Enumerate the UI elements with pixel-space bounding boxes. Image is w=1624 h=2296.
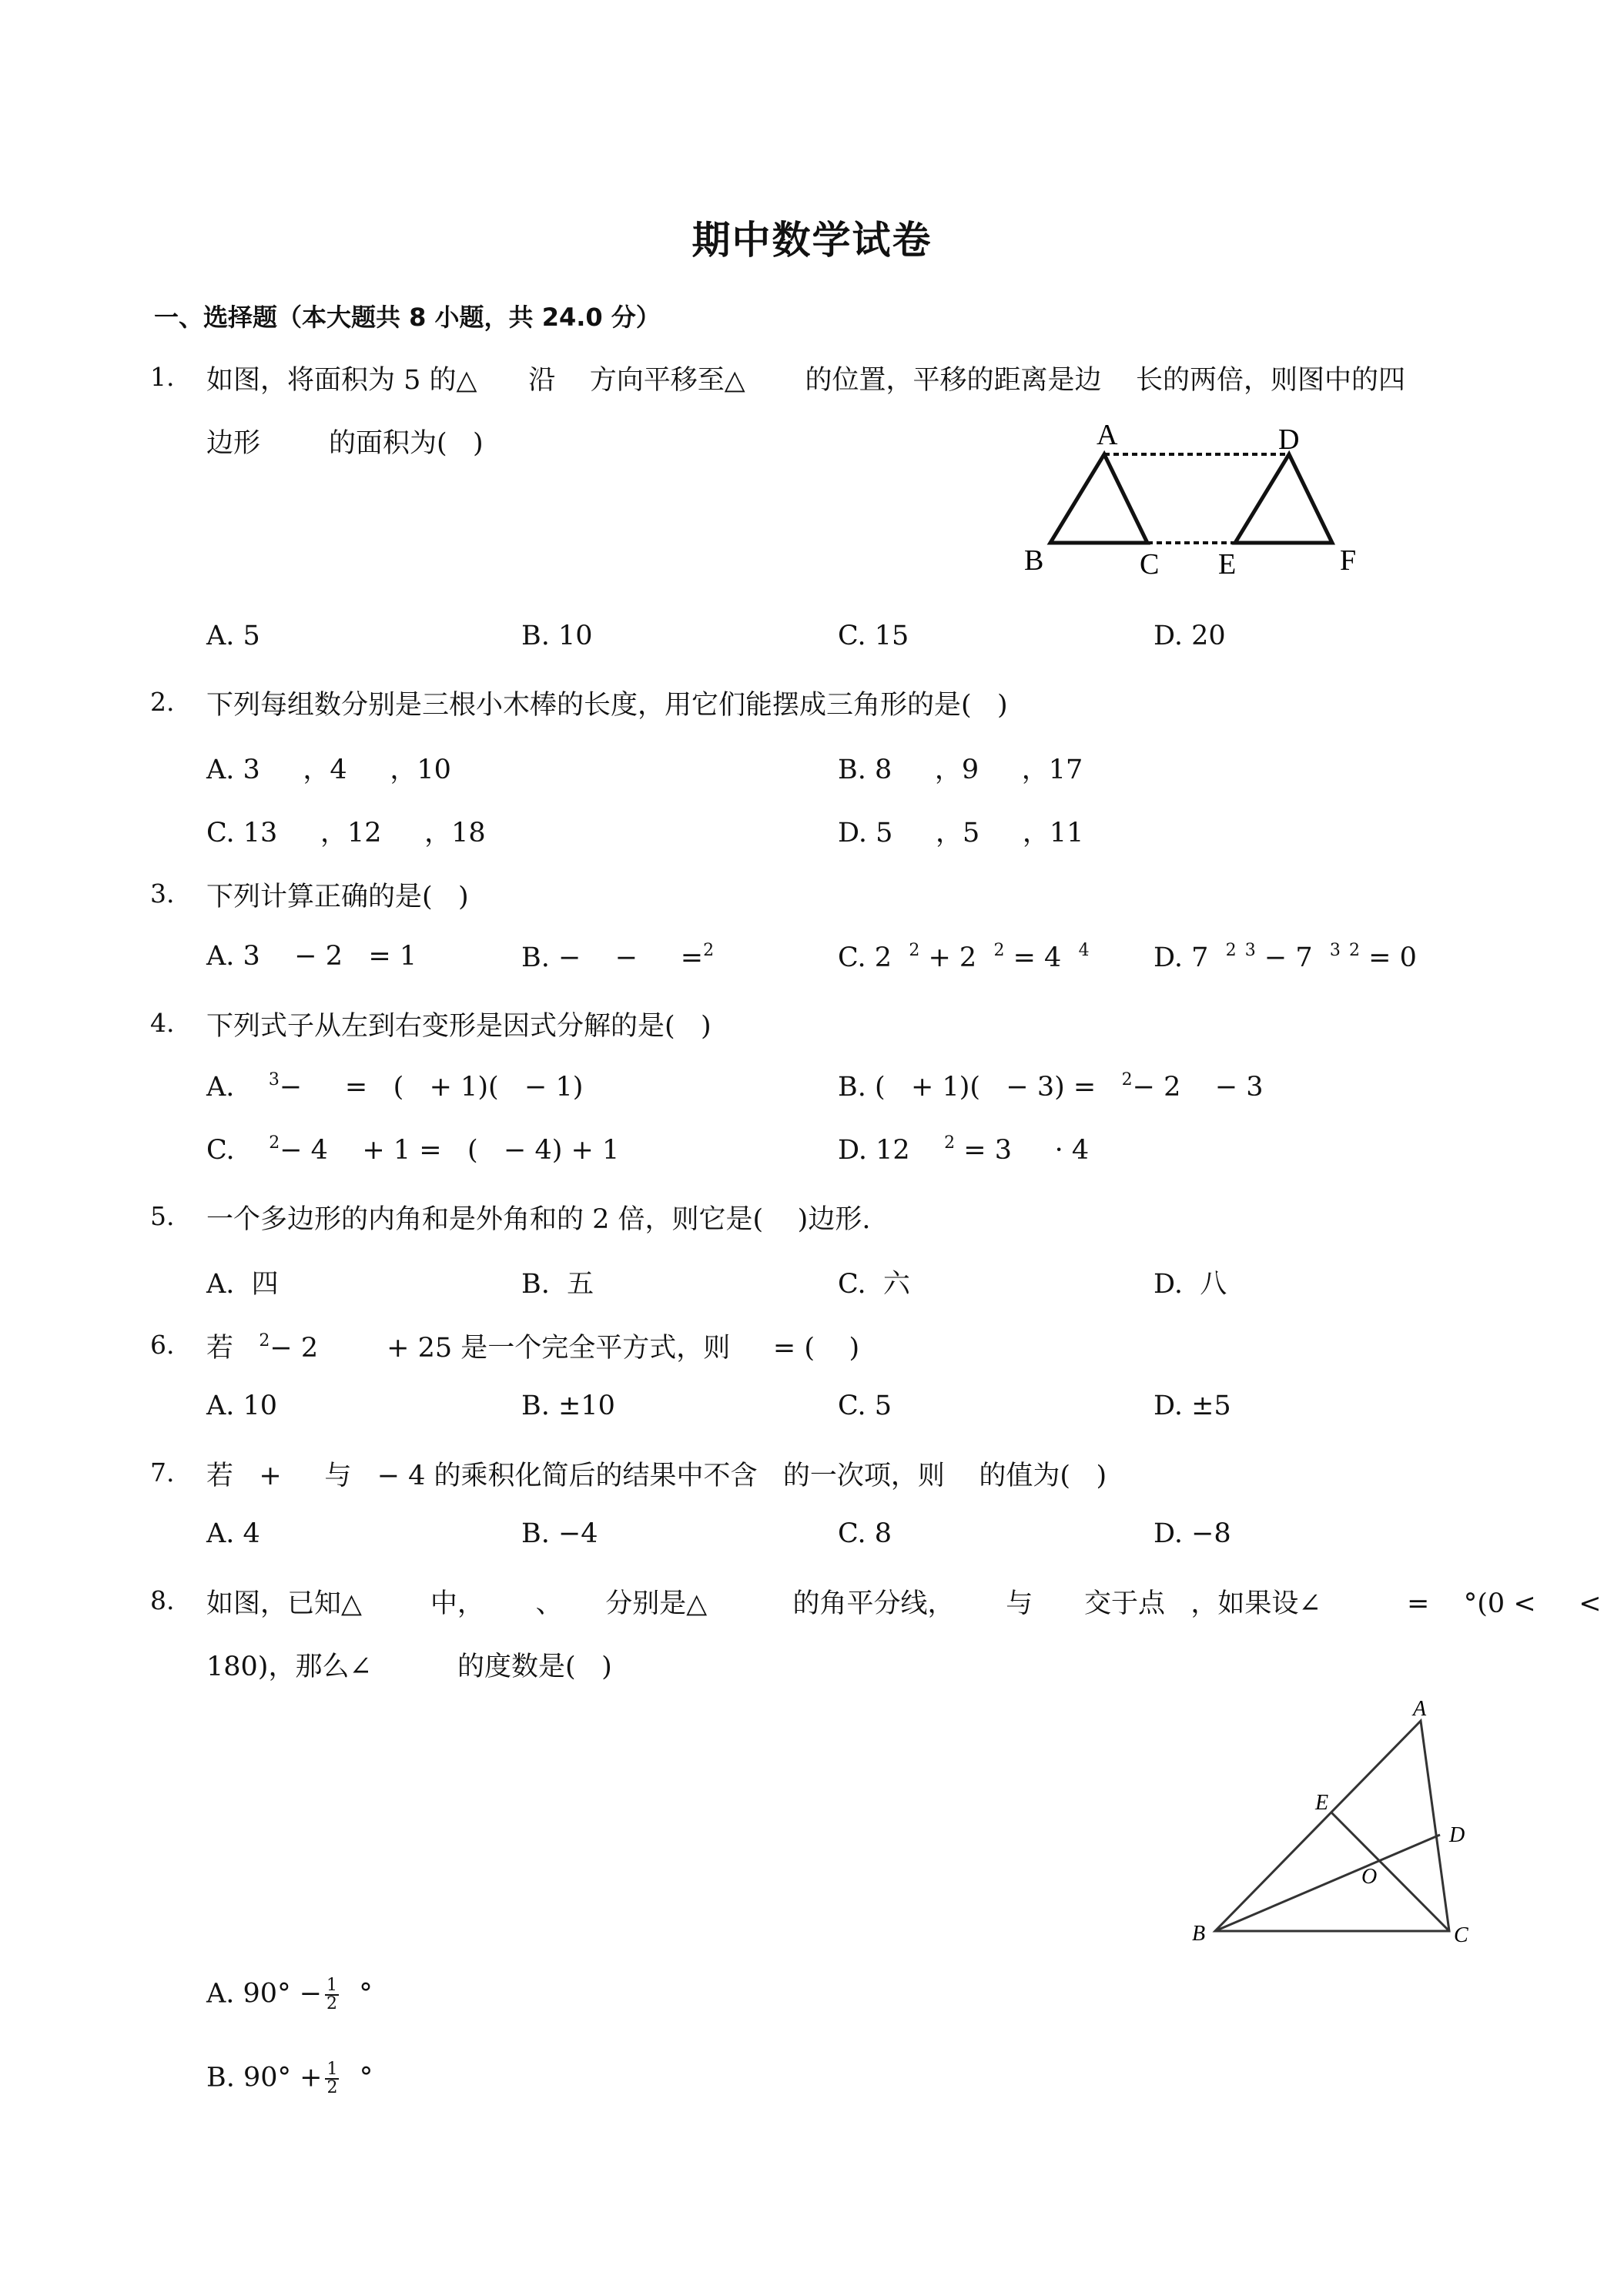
- option-b: [206, 2061, 373, 2097]
- exponent: 2: [909, 941, 920, 960]
- page-title: 期中数学试卷: [691, 218, 933, 263]
- exponent: 4: [1078, 941, 1090, 960]
- option-c: C. 六: [838, 1269, 910, 1300]
- option-b-text: B. ( + 1)( − 3) =: [838, 1072, 1097, 1103]
- degree-symbol: °: [359, 2062, 373, 2094]
- vertex-label-b: B: [1192, 1922, 1206, 1946]
- option-d-end: = 0: [1368, 942, 1417, 973]
- option-b: [838, 1070, 1264, 1103]
- question-number: 4.: [150, 1008, 175, 1038]
- option-d-mid: − 7: [1264, 942, 1313, 973]
- vertex-label-d: D: [1278, 423, 1300, 456]
- question-text: 下列计算正确的是( ): [206, 882, 469, 912]
- option-a: [206, 1070, 583, 1103]
- exponent: 3: [1244, 941, 1256, 960]
- option-b: B. 10: [521, 621, 593, 651]
- option-c: [206, 1133, 619, 1166]
- question-number: 5.: [150, 1201, 175, 1231]
- option-b: B. 8 ，9 ，17: [838, 755, 1083, 785]
- option-d: D. ±5: [1154, 1391, 1231, 1421]
- question-number: 7.: [150, 1458, 175, 1488]
- option-c-text: C. 2: [838, 942, 892, 973]
- option-d: [1154, 941, 1417, 973]
- vertex-label-a: A: [1413, 1697, 1427, 1721]
- question-text: 边形 的面积为( ): [206, 428, 484, 459]
- option-b: [521, 941, 714, 973]
- option-b-text: B. − − =: [521, 942, 704, 973]
- option-a: A. 5: [206, 621, 260, 651]
- option-c-mid: + 2: [928, 942, 977, 973]
- question-number: 2.: [150, 687, 175, 717]
- option-a: [206, 1977, 373, 2013]
- option-b: B. 五: [521, 1269, 594, 1300]
- vertex-label-e: E: [1315, 1791, 1329, 1815]
- option-c: [838, 941, 1090, 973]
- question-text-rest: − 2 + 25 是一个完全平方式，则 = ( ): [270, 1333, 860, 1364]
- option-b: B. ±10: [521, 1391, 615, 1421]
- exponent: 3: [268, 1070, 280, 1089]
- option-d-text: D. 7: [1154, 942, 1209, 973]
- option-a-text: A. 90° −: [206, 1978, 323, 2010]
- fraction-one-half: [325, 2061, 339, 2097]
- option-c: C. 5: [838, 1391, 892, 1421]
- fraction-denominator: 2: [326, 1994, 338, 2013]
- fraction-denominator: 2: [326, 2078, 338, 2097]
- vertex-label-a: A: [1097, 420, 1118, 451]
- question-text: 一个多边形的内角和是外角和的 2 倍，则它是( )边形.: [206, 1204, 871, 1235]
- question-number: 6.: [150, 1330, 175, 1360]
- vertex-label-f: F: [1340, 544, 1357, 577]
- option-d: D. −8: [1154, 1518, 1231, 1549]
- option-d: [838, 1133, 1089, 1166]
- vertex-label-b: B: [1024, 544, 1044, 577]
- option-d-rest: = 3 · 4: [963, 1135, 1090, 1166]
- vertex-label-c: C: [1454, 1923, 1468, 1947]
- option-a: A. 四: [206, 1269, 279, 1300]
- vertex-label-d: D: [1449, 1823, 1465, 1847]
- degree-symbol: °: [359, 1978, 373, 2010]
- vertex-label-c: C: [1140, 548, 1160, 581]
- question-text-start: 若: [206, 1333, 234, 1364]
- option-d: D. 5 ，5 ，11: [838, 818, 1084, 848]
- triangle-def: [1235, 454, 1332, 543]
- exponent: 2: [259, 1331, 270, 1350]
- exponent: 2: [1225, 941, 1237, 960]
- question-text: [206, 1327, 859, 1365]
- option-c: C. 15: [838, 621, 909, 651]
- option-a-rest: − = ( + 1)( − 1): [279, 1072, 584, 1103]
- question-text: 若 + 与 − 4 的乘积化简后的结果中不含 的一次项，则 的值为( ): [206, 1461, 1107, 1491]
- option-b-text: B. 90° +: [206, 2062, 323, 2094]
- question-text: 下列式子从左到右变形是因式分解的是( ): [206, 1011, 712, 1042]
- triangle-abc: [1050, 454, 1147, 543]
- exponent: 2: [1121, 1070, 1133, 1089]
- question-text: 180)，那么∠ 的度数是( ): [206, 1652, 612, 1682]
- question-text: 如图，已知△ 中， 、 分别是△ 的角平分线， 与 交于点 ，如果设∠ = °(0 < <: [206, 1588, 1602, 1619]
- translated-triangles-figure: [1016, 420, 1371, 593]
- option-b: B. −4: [521, 1518, 598, 1549]
- option-d: D. 八: [1154, 1269, 1227, 1300]
- bisector-bd: [1215, 1835, 1440, 1931]
- fraction-numerator: 1: [326, 1976, 338, 1995]
- option-d-text: D. 12: [838, 1135, 910, 1166]
- fraction-numerator: 1: [326, 2060, 338, 2079]
- option-c-end: = 4: [1013, 942, 1062, 973]
- vertex-label-e: E: [1218, 548, 1237, 581]
- option-c: C. 13 ，12 ，18: [206, 818, 486, 848]
- option-a-text: A.: [206, 1072, 235, 1103]
- question-number: 3.: [150, 879, 175, 909]
- section-heading: 一、选择题（本大题共 8 小题，共 24.0 分）: [154, 303, 661, 332]
- option-c-text: C.: [206, 1135, 235, 1166]
- exponent: 2: [269, 1133, 280, 1153]
- triangle-abc: [1215, 1721, 1449, 1931]
- exponent: 2: [993, 941, 1005, 960]
- option-a: A. 10: [206, 1391, 278, 1421]
- vertex-label-o: O: [1361, 1865, 1378, 1889]
- option-c-rest: − 4 + 1 = ( − 4) + 1: [280, 1135, 620, 1166]
- angle-bisector-triangle-figure: [1178, 1694, 1486, 1948]
- question-number: 8.: [150, 1585, 175, 1615]
- exponent: 3: [1329, 941, 1341, 960]
- exponent: 2: [1349, 941, 1361, 960]
- exponent: 2: [703, 941, 715, 960]
- exponent: 2: [944, 1133, 956, 1153]
- option-a: A. 4: [206, 1518, 260, 1549]
- option-a: A. 3 − 2 = 1: [206, 941, 417, 972]
- option-a: A. 3 ，4 ，10: [206, 755, 451, 785]
- question-text: 如图，将面积为 5 的△ 沿 方向平移至△ 的位置，平移的距离是边 长的两倍，则图中的四: [206, 365, 1405, 396]
- option-b-rest: − 2 − 3: [1132, 1072, 1264, 1103]
- option-d: D. 20: [1154, 621, 1226, 651]
- option-c: C. 8: [838, 1518, 892, 1549]
- bisector-ce: [1331, 1812, 1449, 1931]
- question-text: 下列每组数分别是三根小木棒的长度，用它们能摆成三角形的是( ): [206, 690, 1008, 721]
- question-number: 1.: [150, 362, 175, 392]
- fraction-one-half: [325, 1977, 339, 2013]
